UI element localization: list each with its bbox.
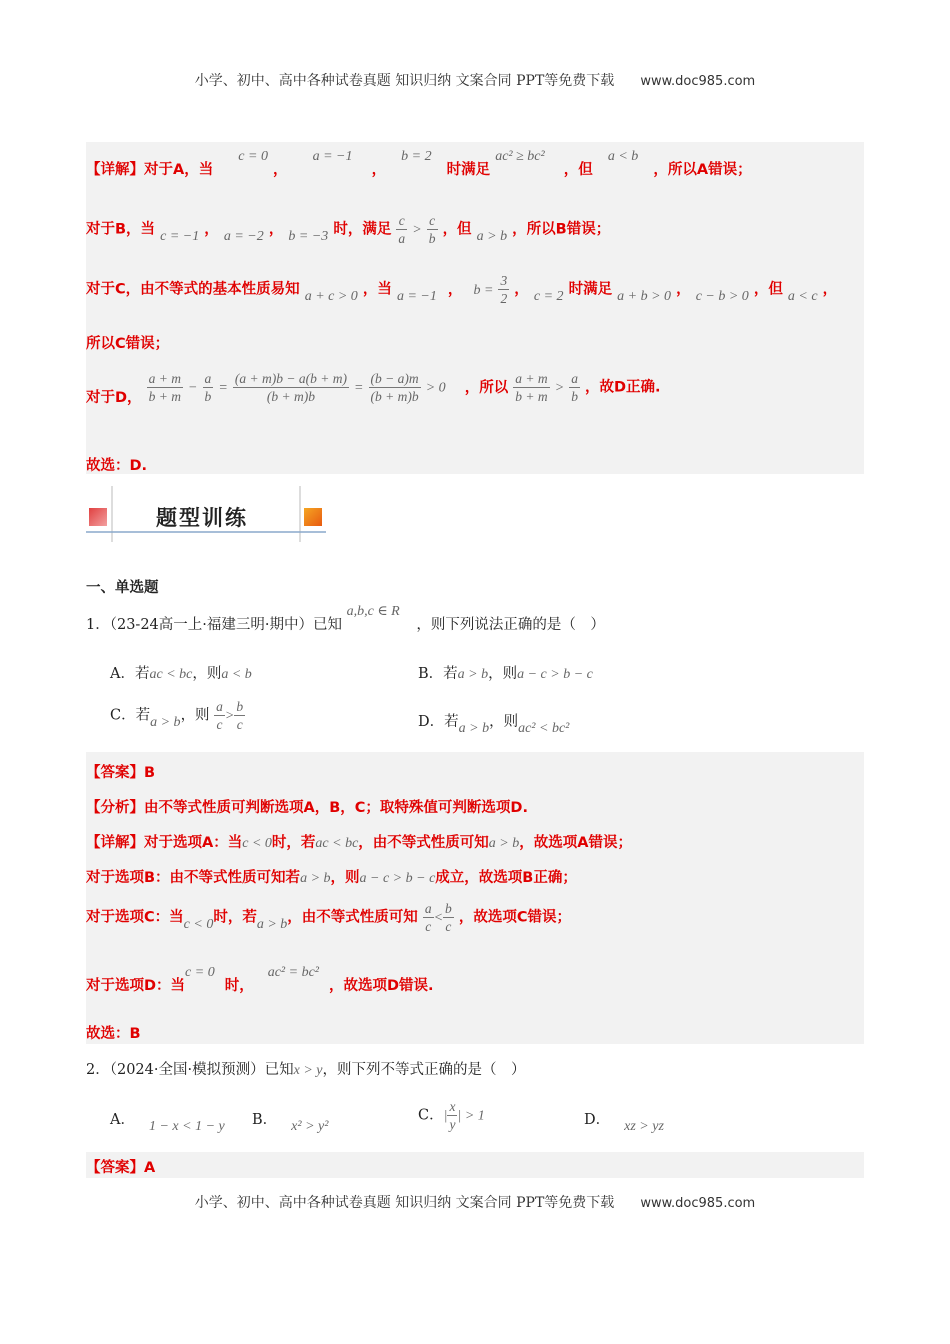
q1-detail-3: 对于选项C：当c < 0时，若a > b，由不等式性质可知 $\frac{a}{c}$ < $\frac{b}{c}$ ，故选项C错误； (86, 901, 572, 934)
q2-stem: 2．（2024·全国·模拟预测）已知x > y，则下列不等式正确的是（ ） (86, 1062, 526, 1078)
q2-answer-block (86, 1152, 864, 1178)
page-footer (0, 1192, 950, 1212)
prev-line-1: 【详解】对于A，当 c = 0 ， a = −1 ， b = 2 时满足 ac² ≥ bc² ，但 a < b ，所以A错误； (86, 149, 752, 178)
q1-option-c: C．若a > b，则 $\frac{a}{c}$ > $\frac{b}{c}$ (110, 699, 244, 732)
prev-line-4: 所以C错误； (86, 336, 170, 352)
q1-analysis: 【分析】由不等式性质可判断选项A，B，C；取特殊值可判断选项D. (86, 800, 528, 816)
fraction: $\frac{a}{c}$ (424, 901, 432, 934)
q1-answer: 【答案】B (86, 765, 156, 781)
q2-option-a: A． 1 − x < 1 − y (110, 1112, 225, 1134)
q1-stem: 1．（23-24高一上·福建三明·期中）已知 a,b,c ∈ R ，则下列说法正确的是（ ） (86, 604, 605, 633)
q2-option-c: C．| $\frac{x}{y}$ | > 1 (418, 1099, 485, 1132)
q1-final: 故选：B (86, 1026, 141, 1042)
footer-text: 小学、初中、高中各种试卷真题 知识归纳 文案合同 PPT等免费下载 (194, 1195, 615, 1211)
header-text: 小学、初中、高中各种试卷真题 知识归纳 文案合同 PPT等免费下载 (194, 73, 615, 89)
fraction: $\frac{x}{y}$ (449, 1099, 456, 1132)
fraction: $\frac{(a + m)b - a(b + m)}{(b + m)b}$ (234, 371, 347, 404)
q2-option-d: D． xz > yz (584, 1112, 664, 1134)
prev-solution-block (86, 142, 864, 474)
fraction: $\frac{(b - a)m}{(b + m)b}$ (370, 371, 419, 404)
fraction: $\frac{a + m}{b + m}$ (148, 371, 181, 404)
header-site: www.doc985.com (640, 74, 756, 89)
q1-detail-2: 对于选项B：由不等式性质可知若a > b，则a − c > b − c成立，故选项B正确； (86, 870, 577, 886)
q1-detail-1: 【详解】对于选项A：当c < 0时，若ac < bc，由不等式性质可知a > b，故选项A错误； (86, 835, 632, 851)
fraction: $\frac{3}{2}$ (500, 273, 508, 306)
section-title: 一、单选题 (86, 580, 159, 596)
q1-option-b: B．若a > b，则a − c > b − c (418, 666, 593, 682)
fraction: $\frac{a}{b}$ (571, 371, 578, 404)
banner-title: 题型训练 (156, 506, 248, 530)
q1-detail-4: 对于选项D：当c = 0时，ac² = bc²，故选项D错误. (86, 965, 434, 994)
page-header (0, 70, 950, 90)
prev-line-2: 对于B，当 c = −1 ， a = −2 ， b = −3 时，满足 $\frac{c}{a}$ > $\frac{c}{b}$ ，但 a > b ，所以B错误； (86, 213, 611, 246)
fraction: $\frac{b}{c}$ (236, 699, 244, 732)
fraction: $\frac{c}{a}$ (398, 213, 406, 246)
fraction: $\frac{c}{b}$ (428, 213, 436, 246)
footer-site: www.doc985.com (640, 1196, 756, 1211)
q2-option-b: B． x² > y² (252, 1112, 329, 1134)
fraction: $\frac{a}{b}$ (204, 371, 212, 404)
fraction: $\frac{a}{c}$ (216, 699, 223, 732)
prev-line-5: 对于D， $\frac{a + m}{b + m}$ − $\frac{a}{b}$ = $\frac{(a + m)b - a(b + m)}{(b + m)b}$ = $\frac{(b - a)m}{(b + m)b}$ > 0 ，所以 $\frac{a + m}{b + m}$ > $\frac{a}{b}$ ，故D正确. (86, 371, 661, 406)
q1-option-d: D．若a > b，则ac² < bc² (418, 714, 570, 736)
q1-option-a: A．若ac < bc，则a < b (110, 666, 252, 682)
prev-line-6: 故选：D. (86, 458, 148, 474)
q2-answer: 【答案】A (86, 1160, 156, 1176)
section-banner (86, 486, 326, 542)
prev-line-3: 对于C，由不等式的基本性质易知 a + c > 0 ，当 a = −1 ， b = $\frac{3}{2}$ ， c = 2 时满足 a + b > 0 ， c − b > 0 ，但 a < c ， (86, 273, 838, 306)
fraction: $\frac{b}{c}$ (445, 901, 452, 934)
fraction: $\frac{a + m}{b + m}$ (515, 371, 548, 404)
